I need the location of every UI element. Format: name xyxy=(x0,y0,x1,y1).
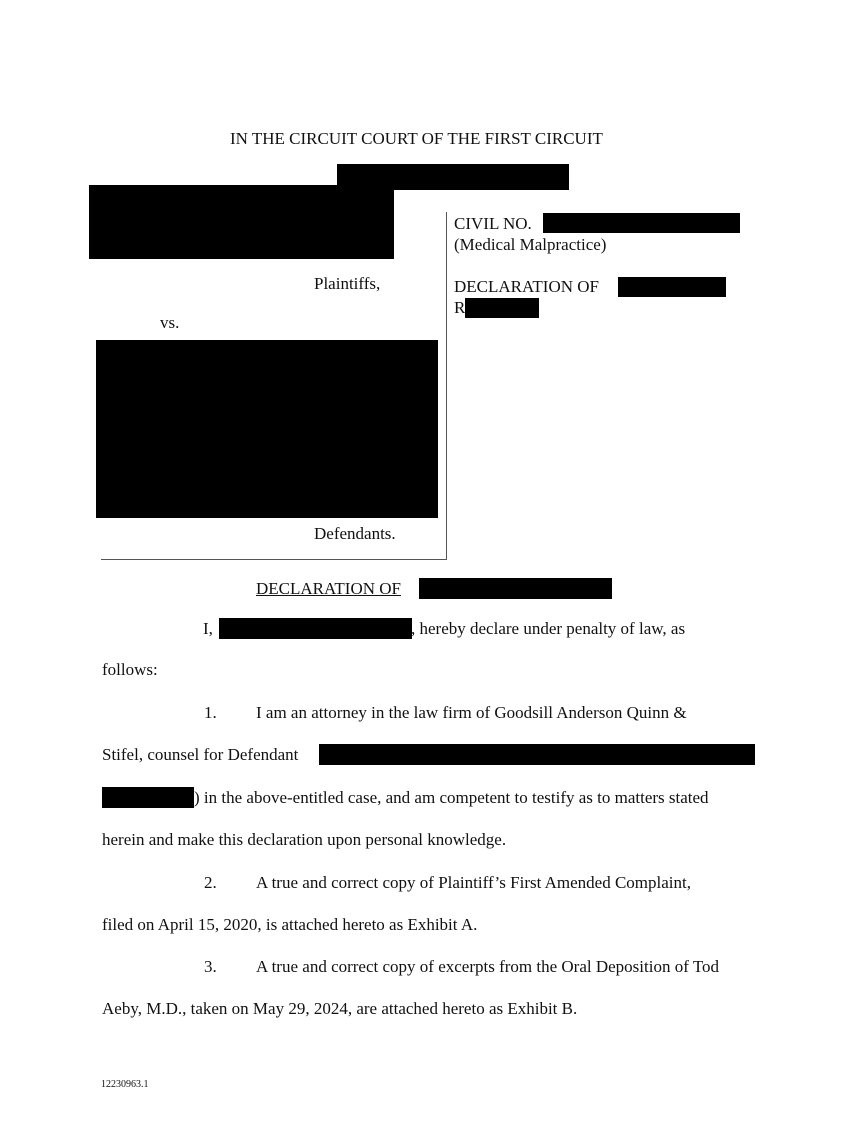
paragraph-3-line: Aeby, M.D., taken on May 29, 2024, are attached hereto as Exhibit B. xyxy=(102,999,578,1018)
court-title: IN THE CIRCUIT COURT OF THE FIRST CIRCUIT xyxy=(230,129,603,148)
paragraph-3-line: A true and correct copy of excerpts from the Oral Deposition of Tod xyxy=(256,957,720,976)
versus-label: vs. xyxy=(160,313,180,332)
defendants-label: Defendants. xyxy=(314,524,396,543)
redaction-block xyxy=(465,298,539,318)
intro-continuation: follows: xyxy=(102,660,158,679)
document-number: 12230963.1 xyxy=(101,1079,149,1090)
caption-declaration-title: DECLARATION OF xyxy=(454,277,599,296)
paragraph-1-line: I am an attorney in the law firm of Goodsill Anderson Quinn & xyxy=(256,703,687,722)
plaintiffs-label: Plaintiffs, xyxy=(314,274,381,293)
redaction-block xyxy=(96,340,438,518)
paragraph-1-line: ) in the above-entitled case, and am competent to testify as to matters stated xyxy=(194,788,709,807)
caption-divider-horizontal xyxy=(101,559,447,560)
redaction-block xyxy=(219,618,412,639)
redaction-block xyxy=(89,185,394,259)
civil-no-label: CIVIL NO. xyxy=(454,214,532,233)
declarant-initial: R xyxy=(454,298,466,317)
paragraph-number: 3. xyxy=(204,957,217,976)
paragraph-2-line: A true and correct copy of Plaintiff’s First Amended Complaint, xyxy=(256,873,691,892)
redaction-block xyxy=(543,213,740,233)
caption-divider-vertical xyxy=(446,212,447,560)
case-type: (Medical Malpractice) xyxy=(454,235,607,254)
redaction-block xyxy=(319,744,755,765)
redaction-block xyxy=(419,578,612,599)
redaction-block xyxy=(102,787,194,808)
intro-prefix: I, xyxy=(203,619,213,638)
paragraph-1-line: herein and make this declaration upon personal knowledge. xyxy=(102,830,507,849)
redaction-block xyxy=(618,277,726,297)
paragraph-number: 2. xyxy=(204,873,217,892)
paragraph-1-line: Stifel, counsel for Defendant xyxy=(102,745,299,764)
paragraph-number: 1. xyxy=(204,703,217,722)
paragraph-2-line: filed on April 15, 2020, is attached hereto as Exhibit A. xyxy=(102,915,478,934)
declaration-heading: DECLARATION OF xyxy=(256,579,401,598)
intro-suffix: , hereby declare under penalty of law, as xyxy=(411,619,686,638)
